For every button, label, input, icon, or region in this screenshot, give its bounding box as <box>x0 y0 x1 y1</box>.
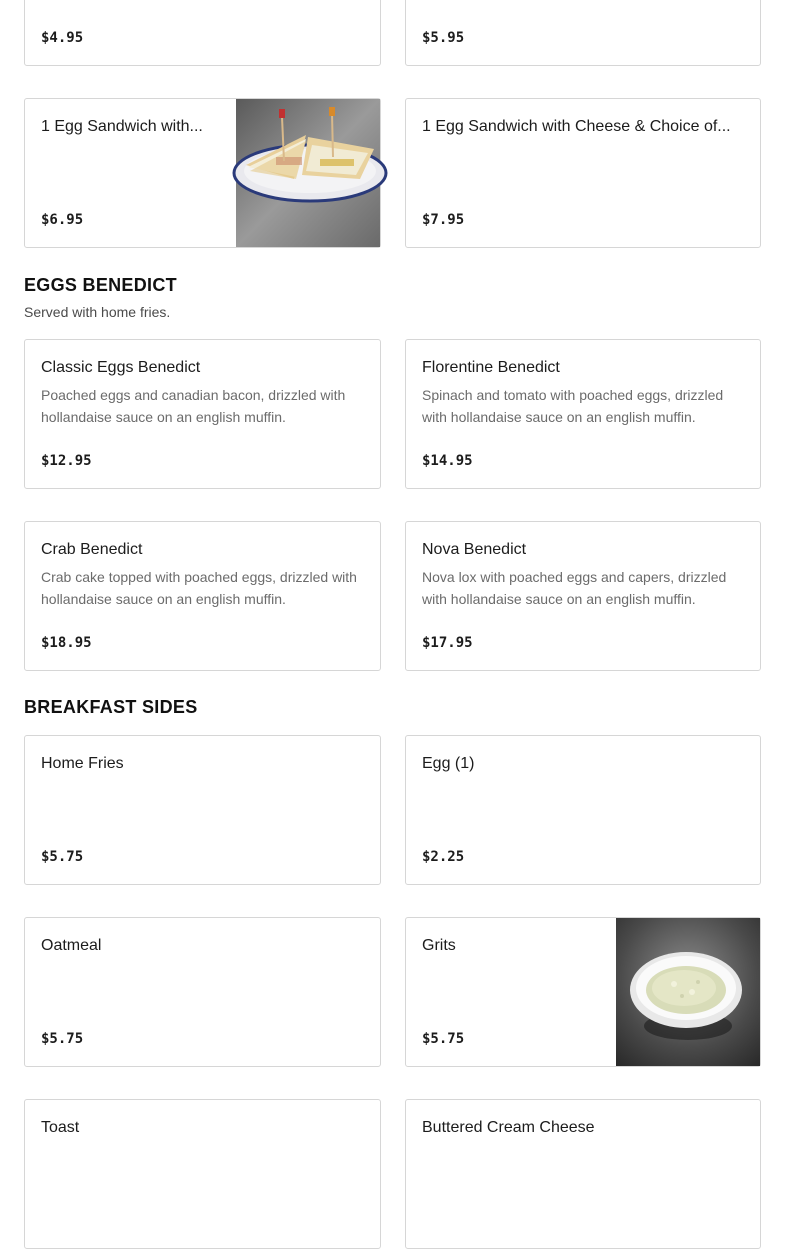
item-name: Buttered Cream Cheese <box>422 1119 595 1136</box>
egg-sandwich-image <box>236 99 380 247</box>
item-description: Poached eggs and canadian bacon, drizzled with hollandaise sauce on an english muffin. <box>41 387 346 425</box>
item-description: Crab cake topped with poached eggs, drizzled with hollandaise sauce on an english muffin. <box>41 569 357 607</box>
item-price: $18.95 <box>41 635 92 651</box>
section-title-eggs-benedict: EGGS BENEDICT <box>24 275 177 295</box>
menu-item-card[interactable] <box>405 339 761 489</box>
item-description: Spinach and tomato with poached eggs, drizzled with hollandaise sauce on an english muffin. <box>422 387 724 425</box>
menu-item-card[interactable] <box>405 98 761 248</box>
menu-item-card[interactable] <box>405 917 761 1067</box>
item-price: $17.95 <box>422 635 473 651</box>
item-name: 1 Egg Sandwich with Cheese & Choice of... <box>422 118 731 135</box>
item-price: $6.95 <box>41 212 84 228</box>
menu-item-card[interactable] <box>24 98 381 248</box>
menu-item-card[interactable] <box>405 1099 761 1249</box>
menu-item-card[interactable] <box>405 735 761 885</box>
menu-item-card[interactable] <box>405 521 761 671</box>
menu-grid-breakfast-sides <box>24 735 761 1249</box>
item-name: Florentine Benedict <box>422 359 560 376</box>
menu-item-card[interactable] <box>24 521 381 671</box>
item-name: Egg (1) <box>422 755 475 772</box>
section-title-breakfast-sides: BREAKFAST SIDES <box>24 697 198 717</box>
item-name: Oatmeal <box>41 937 102 954</box>
item-name: 1 Egg Sandwich with... <box>41 118 203 135</box>
item-price: $5.95 <box>422 30 465 46</box>
section-description: Served with home fries. <box>24 304 171 320</box>
item-price: $5.75 <box>41 849 84 865</box>
menu-item-card[interactable] <box>24 1099 381 1249</box>
item-name: Nova Benedict <box>422 541 527 558</box>
item-description: Nova lox with poached eggs and capers, drizzled with hollandaise sauce on an english muffin. <box>422 569 727 607</box>
item-name: Home Fries <box>41 755 124 772</box>
menu-item-card[interactable] <box>24 735 381 885</box>
item-price: $12.95 <box>41 453 92 469</box>
item-name: Classic Eggs Benedict <box>41 359 201 376</box>
menu-grid-eggs-benedict <box>24 339 761 671</box>
menu-item-card[interactable] <box>24 917 381 1067</box>
menu-item-card[interactable] <box>24 0 381 66</box>
menu-item-card[interactable] <box>405 0 761 66</box>
grits-image <box>616 918 760 1066</box>
item-price: $5.75 <box>422 1031 465 1047</box>
menu-grid-previous <box>24 0 761 248</box>
item-price: $5.75 <box>41 1031 84 1047</box>
item-price: $2.25 <box>422 849 465 865</box>
item-name: Toast <box>41 1119 80 1136</box>
item-price: $4.95 <box>41 30 84 46</box>
item-price: $7.95 <box>422 212 465 228</box>
item-name: Grits <box>422 937 456 954</box>
item-price: $14.95 <box>422 453 473 469</box>
menu-item-card[interactable] <box>24 339 381 489</box>
item-name: Crab Benedict <box>41 541 143 558</box>
